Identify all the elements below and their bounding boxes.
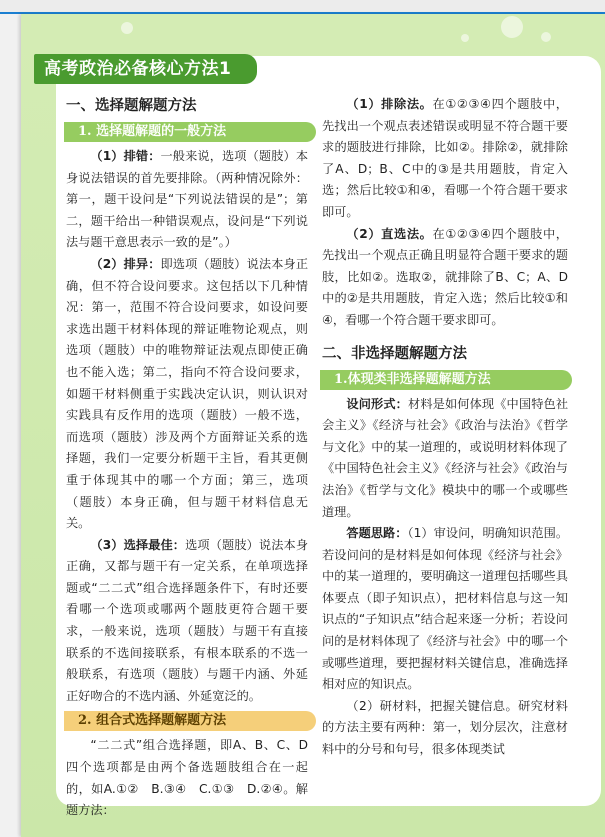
decor-bubble: [121, 22, 133, 34]
paragraph-lead: （3）选择最佳：: [90, 537, 186, 552]
left-column: [66, 94, 308, 822]
paragraph-direct-selection: [322, 224, 568, 332]
section-heading-non-choice: 二、非选择题解题方法: [322, 345, 467, 362]
paragraph-exclude-irrelevant: [66, 254, 308, 535]
paragraph-choose-best: [66, 535, 308, 708]
paragraph-lead: 答题思路：: [346, 526, 408, 541]
paragraph-body: 在①②③④四个题肢中，先找出一个观点正确且明显符合题干要求的题肢，比如②。选取②，就排除了B、C；A、D中的②是共用题肢，肯定入选；然后比较①和④，看哪一个符合题干要求即可。: [322, 226, 568, 327]
paragraph-lead: （1）排除法。: [346, 97, 433, 111]
paragraph-elimination: [322, 94, 568, 224]
paragraph-body: 即选项（题肢）说法本身正确，但不符合设问要求。这包括以下几种情况：第一，范围不符合设问要求，如设问要求选出题干材料体现的辩证唯物论观点，则选项（题肢）中的唯物辩证法观点即使正确也不能入选；第二，指向不符合设问要求，如题干材料侧重于实践决定认识，则认识对实践具有反作用的选项（题肢）一般不选，而选项（题肢）涉及两个方面辩证关系的选择题，我们一定要分析题干主旨，看其更侧重于体现其中的哪一个方面；第三，选项（题肢）本身正确，但与题干材料信息无关。: [66, 256, 309, 531]
decor-bubble: [541, 32, 551, 42]
paragraph-body: 一般来说，选项（题肢）本身说法错误的首先要排除。（两种情况除外：第一，题干设问是“下列说法错误的是”；第二，题干给出一种错误观点，设问是“下列说法与题干意思表示一致的是”。）: [66, 149, 309, 250]
paragraph-body: 选项（题肢）说法本身正确，又都与题干有一定关系，在单项选择题或“二二式”组合选择题条件下，有时还要看哪一个选项或哪两个题肢更符合题干要求，一般来说，选项（题肢）与题干有直接联系的不选间接联系，有根本联系的不选一般联系，有选项（题肢）与题干内涵、外延正好吻合的不选内涵、外延宽泛的。: [66, 537, 309, 703]
subsection-embodiment-method: 1.体现类非选择题解题方法: [320, 370, 572, 390]
subsection-combination-method: 2. 组合式选择题解题方法: [64, 711, 316, 731]
paragraph-exclude-errors: [66, 146, 308, 254]
paragraph-body: 在①②③④四个题肢中，先找出一个观点表述错误或明显不符合题干要求的题肢进行排除，比如②。排除②，就排除了A、D；B、C中的③是共用题肢，肯定入选；然后比较①和④，看哪一个符合题干要求即可。: [322, 97, 568, 219]
subsection-general-method: 1. 选择题解题的一般方法: [64, 122, 316, 142]
paragraph-lead: （2）直选法。: [346, 226, 433, 241]
paragraph-question-form: [322, 394, 568, 524]
paragraph-lead: （1）排错：: [90, 149, 161, 163]
paragraph-lead: （2）排异：: [90, 256, 161, 271]
section-heading-choice: 一、选择题解题方法: [66, 98, 197, 114]
paragraph-combination-intro: “二二式”组合选择题，即A、B、C、D四个选项都是由两个备选题肢组合在一起的，如A.①② B.③④ C.①③ D.②④。解题方法：: [66, 738, 308, 818]
decor-bubble: [461, 34, 469, 42]
paragraph-body: （1）审设问，明确知识范围。若设问问的是材料是如何体现《经济与社会》中的某一道理的，要明确这一道理包括哪些具体要点（即子知识点），把材料信息与这一知识点的“子知识点”结合起来逐一分析；若设问问的是材料体现了《经济与社会》中的哪一个或哪些道理，要把握材料关键信息，准确选择相对应的知识点。: [322, 526, 569, 692]
paragraph-answer-approach: [322, 523, 568, 696]
paragraph-lead: 设问形式：: [346, 396, 408, 411]
viewer-top-bar: [0, 0, 605, 14]
paragraph-study-material: （2）研材料，把握关键信息。研究材料的方法主要有两种：第一，划分层次，注意材料中的分号和句号，很多体现类试: [322, 698, 568, 757]
decor-bubble: [501, 16, 523, 38]
paragraph-body: 材料是如何体现《中国特色社会主义》《经济与社会》《政治与法治》《哲学与文化》中的某一道理的，或说明材料体现了《中国特色社会主义》《经济与社会》《政治与法治》《哲学与文化》模块中的哪一个或哪些道理。: [322, 396, 569, 519]
page-title: 高考政治必备核心方法1: [34, 54, 257, 84]
right-column: [322, 94, 568, 761]
